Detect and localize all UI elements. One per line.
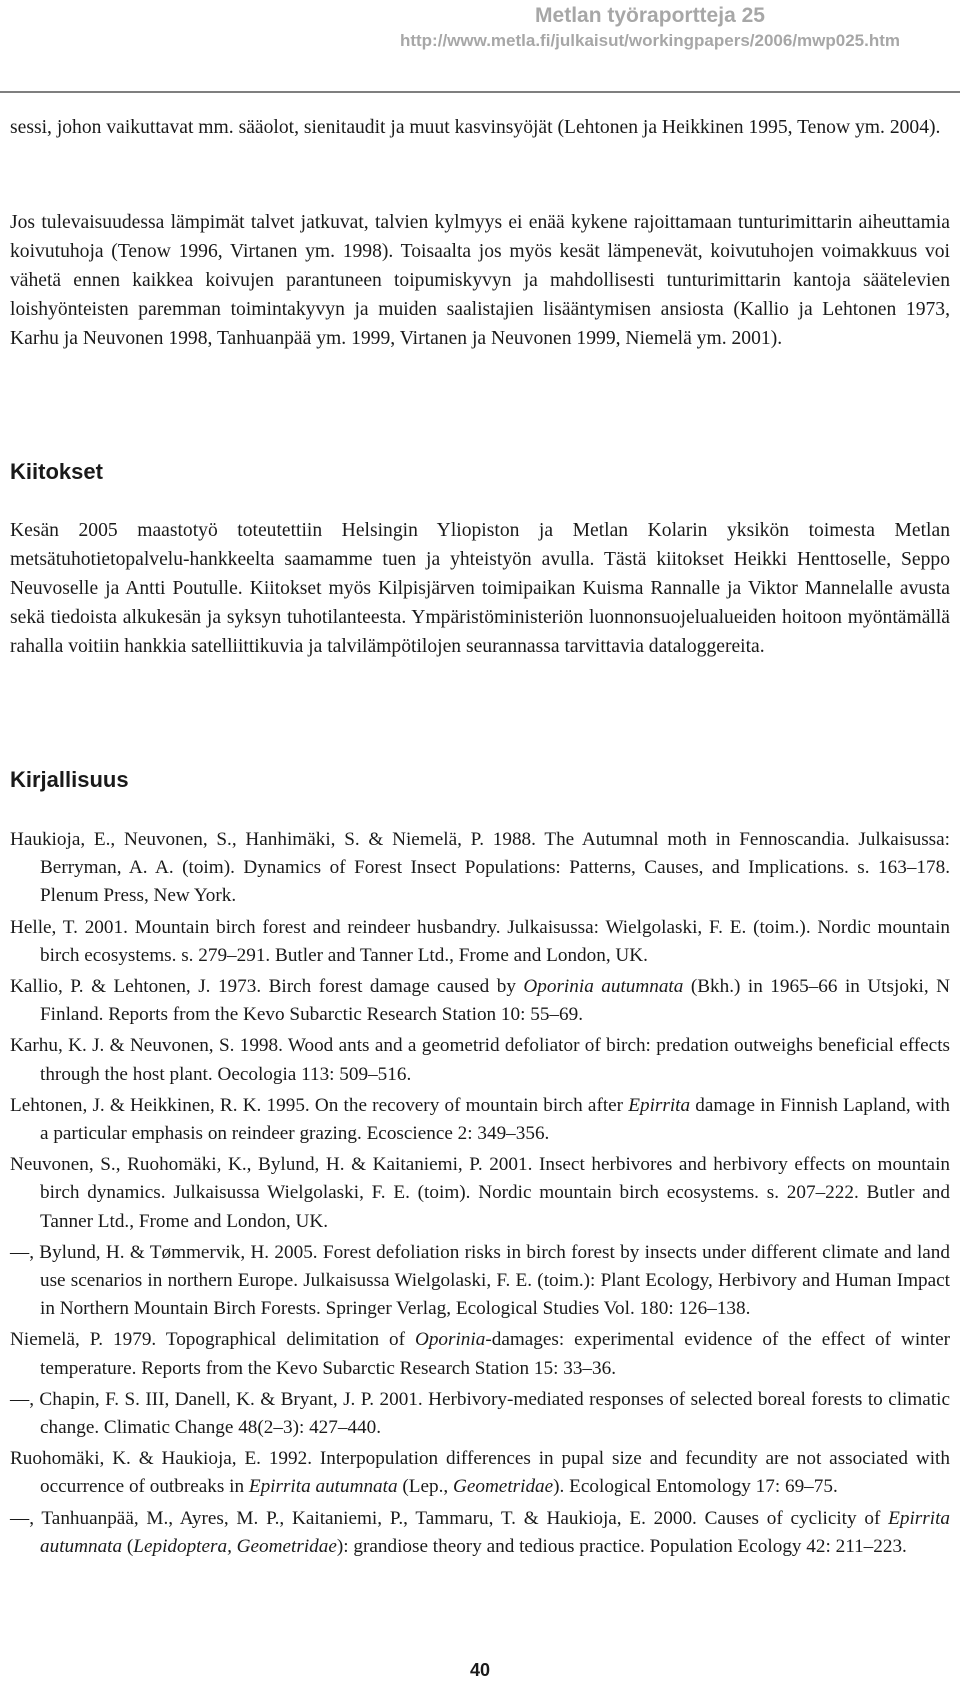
series-url[interactable]: http://www.metla.fi/julkaisut/workingpapers/2006/mwp025.htm [399,31,901,50]
reference-text: ): grandiose theory and tedious practice. Population Ecology 42: 211–223. [336,1535,907,1557]
section-heading-kiitokset: Kiitokset [10,459,103,484]
paragraph-text: Jos tulevaisuudessa lämpimät talvet jatkuvat, talvien kylmyys ei enää kykene rajoittamaan tunturimittarin aiheuttamia koivutuhoja (Tenow 1996, Virtanen ym. 1998). Toisaalta jos myös kesät lämpenevät, koivutuhojen voimakkuus voi vähetä ennen kaikkea koivujen parantuneen toipumiskyvyn ja mahdollisesti tunturimittarin kantoja säätelevien loishyönteisten paremman toimintakyvyn ja muiden saalistajien lisääntymisen ansiosta (Kallio ja Lehtonen 1973, Karhu ja Neuvonen 1998, Tanhuanpää ym. 1999, Virtanen ja Neuvonen 1999, Niemelä ym. 2001). [10,212,950,349]
reference-list [10,826,950,1564]
reference-text: Karhu, K. J. & Neuvonen, S. 1998. Wood ants and a geometrid defoliator of birch: predation outweighs beneficial effects through the host plant. Oecologia 113: 509–516. [10,1035,950,1085]
paragraph-text: sessi, johon vaikuttavat mm. sääolot, sienitaudit ja muut kasvinsyöjät (Lehtonen ja Heikkinen 1995, Tenow ym. 2004). [10,117,941,138]
reference-item [10,1239,950,1324]
reference-text: Ruohomäki, K. & Haukioja, E. 1992. Interpopulation differences in pupal size and fecundity are not associated with occurrence of outbreaks in [10,1448,950,1498]
reference-item [10,826,950,911]
reference-text: Niemelä, P. 1979. Topographical delimitation of [10,1329,415,1351]
reference-text: —, Tanhuanpää, M., Ayres, M. P., Kaitaniemi, P., Tammaru, T. & Haukioja, E. 2000. Causes of cyclicity of [10,1507,889,1529]
reference-italic-text: Epirrita autumnata [248,1476,398,1498]
reference-item [10,1386,950,1442]
reference-text: —, Chapin, F. S. III, Danell, K. & Bryant, J. P. 2001. Herbivory-mediated responses of selected boreal forests to climatic change. Climatic Change 48(2–3): 427–440. [10,1388,950,1439]
reference-item [10,1445,950,1501]
reference-text: Kallio, P. & Lehtonen, J. 1973. Birch forest damage caused by [10,976,524,998]
reference-text: (Lep., [397,1476,453,1498]
reference-italic-text: Lepidoptera, Geometridae [133,1535,337,1557]
reference-text: damage in Finnish Lapland, with a particular emphasis on reindeer grazing. Ecoscience 2: 349–356. [40,1094,950,1145]
reference-italic-text: Geometridae [452,1476,554,1498]
reference-item [10,1032,950,1088]
page-header [340,0,960,62]
paragraph-acknowledgements [10,516,950,661]
reference-italic-text: Epirrita [628,1094,691,1116]
reference-item [10,1092,950,1148]
paragraph-text: Kesän 2005 maastotyö toteutettiin Helsingin Yliopiston ja Metlan Kolarin yksikön toimesta Metlan metsätuhotietopalvelu-hankkeelta saamamme tuen ja yhteistyön avulla. Tästä kiitokset Heikki Henttoselle, Seppo Neuvoselle ja Antti Poutulle. Kiitokset myös Kilpisjärven toimipaikan Kuisma Rannalle ja Viktor Mannelalle avusta sekä tiedoista alkukesän ja syksyn tuhotilanteesta. Ympäristöministeriön luonnonsuojelualueiden hoitoon myöntämällä rahalla voitiin hankkia satelliittikuvia ja talvilämpötilojen seurannassa tarvittavia dataloggereita. [10,520,950,657]
reference-italic-text: Epirrita autumnata [40,1507,950,1557]
reference-text: Helle, T. 2001. Mountain birch forest and reindeer husbandry. Julkaisussa: Wielgolaski, F. E. (toim.). Nordic mountain birch ecosystems. s. 279–291. Butler and Tanner Ltd., Frome and London, UK. [10,916,950,966]
reference-item [10,1326,950,1382]
reference-text: ). Ecological Entomology 17: 69–75. [553,1476,838,1498]
reference-item [10,914,950,970]
header-rule [0,91,960,93]
reference-item [10,1505,950,1561]
paragraph-warm-winters [10,208,950,353]
reference-text: -damages: experimental evidence of the effect of winter temperature. Reports from the Kevo Subarctic Research Station 15: 33–36. [40,1329,950,1379]
reference-text: Neuvonen, S., Ruohomäki, K., Bylund, H. & Kaitaniemi, P. 2001. Insect herbivores and herbivory effects on mountain birch dynamics. Julkaisussa Wielgolaski, F. E. (toim). Nordic mountain birch ecosystems. s. 207–222. Butler and Tanner Ltd., Frome and London, UK. [10,1154,950,1232]
page-number: 40 [469,1660,491,1680]
reference-text: ( [122,1535,134,1557]
reference-text: Lehtonen, J. & Heikkinen, R. K. 1995. On the recovery of mountain birch after [10,1094,629,1116]
reference-text: (Bkh.) in 1965–66 in Utsjoki, N Finland. Reports from the Kevo Subarctic Research Station 10: 55–69. [40,976,950,1026]
reference-text: Haukioja, E., Neuvonen, S., Hanhimäki, S. & Niemelä, P. 1988. The Autumnal moth in Fennoscandia. Julkaisussa: Berryman, A. A. (toim). Dynamics of Forest Insect Populations: Patterns, Causes, and Implications. s. 163–178. Plenum Press, New York. [10,829,950,907]
reference-italic-text: Oporinia [414,1329,486,1351]
reference-item [10,1151,950,1236]
reference-text: —, Bylund, H. & Tømmervik, H. 2005. Forest defoliation risks in birch forest by insects under different climate and land use scenarios in northern Europe. Julkaisussa Wielgolaski, F. E. (toim.): Plant Ecology, Herbivory and Human Impact in Northern Mountain Birch Forests. Springer Verlag, Ecological Studies Vol. 180: 126–138. [10,1241,950,1320]
series-title: Metlan työraportteja 25 [535,4,765,27]
section-heading-kirjallisuus: Kirjallisuus [10,767,129,792]
reference-item [10,973,950,1029]
paragraph-intro [10,113,950,142]
reference-italic-text: Oporinia autumnata [523,976,684,998]
